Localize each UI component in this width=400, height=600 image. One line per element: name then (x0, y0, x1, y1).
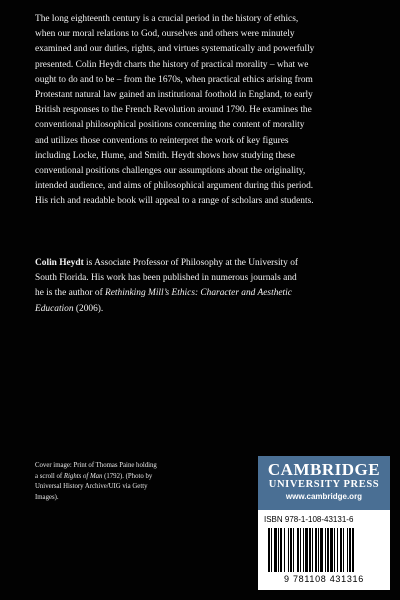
blurb-line: Protestant natural law gained an institutional foothold in England, to early (35, 90, 313, 101)
credit-line: Universal History Archive/UIG via Getty (35, 483, 148, 491)
bio-text: he is the author of (35, 288, 106, 299)
credit-line: (1792). (Photo by (102, 472, 153, 480)
blurb-line: including Locke, Hume, and Smith. Heydt shows how studying these (35, 150, 295, 161)
publisher-subtitle: UNIVERSITY PRESS (268, 479, 380, 490)
bio-text: is Associate Professor of Philosophy at the University of (83, 258, 299, 268)
blurb-line: His rich and readable book will appeal to a range of scholars and students. (35, 196, 314, 207)
book-title: Education (35, 303, 74, 314)
bio-year: (2006). (73, 303, 104, 314)
isbn-label: ISBN 978-1-108-43131-6 (264, 515, 354, 524)
blurb-line: intended audience, and aims of philosophical argument during this period. (35, 181, 314, 192)
blurb-line: The long eighteenth century is a crucial period in the history of ethics, (35, 14, 299, 24)
credit-line: a scroll of (35, 472, 64, 480)
barcode-icon (268, 528, 380, 572)
blurb-line: conventional positions challenges our assumptions about the originality, (35, 166, 306, 177)
credit-title: Rights of Man (63, 472, 103, 480)
publisher-box (258, 456, 390, 590)
blurb-line: examined and our duties, rights, and virtues systematically and powerfully (35, 44, 315, 55)
author-bio (35, 256, 375, 317)
barcode-digits: 9 781108 431316 (284, 574, 364, 584)
credit-line: Cover image: Print of Thomas Paine holding (35, 462, 157, 469)
blurb-line: ought to do and to be – from the 1670s, when practical ethics arising from (35, 74, 313, 85)
blurb-line: conventional philosophical positions concerning the content of morality (35, 120, 305, 131)
blurb-line: when our moral relations to God, ourselves and others were minutely (35, 29, 295, 40)
bio-text: South Florida. His work has been published in numerous journals and (35, 273, 297, 284)
book-description (35, 12, 375, 210)
blurb-line: British responses to the French Revolution around 1790. He examines the (35, 105, 312, 116)
author-name: Colin Heydt (35, 258, 84, 268)
blurb-line: presented. Colin Heydt charts the history of practical morality – what we (35, 59, 309, 70)
publisher-name: CAMBRIDGE (267, 460, 381, 479)
book-title: Rethinking Mill’s Ethics: Character and Aesthetic (105, 288, 292, 299)
publisher-logo (258, 456, 390, 510)
credit-line: Images). (35, 493, 59, 501)
cover-image-credit (35, 461, 225, 503)
publisher-url: www.cambridge.org (285, 492, 363, 501)
blurb-line: and utilizes those conventions to reinterpret the work of key figures (35, 135, 289, 146)
